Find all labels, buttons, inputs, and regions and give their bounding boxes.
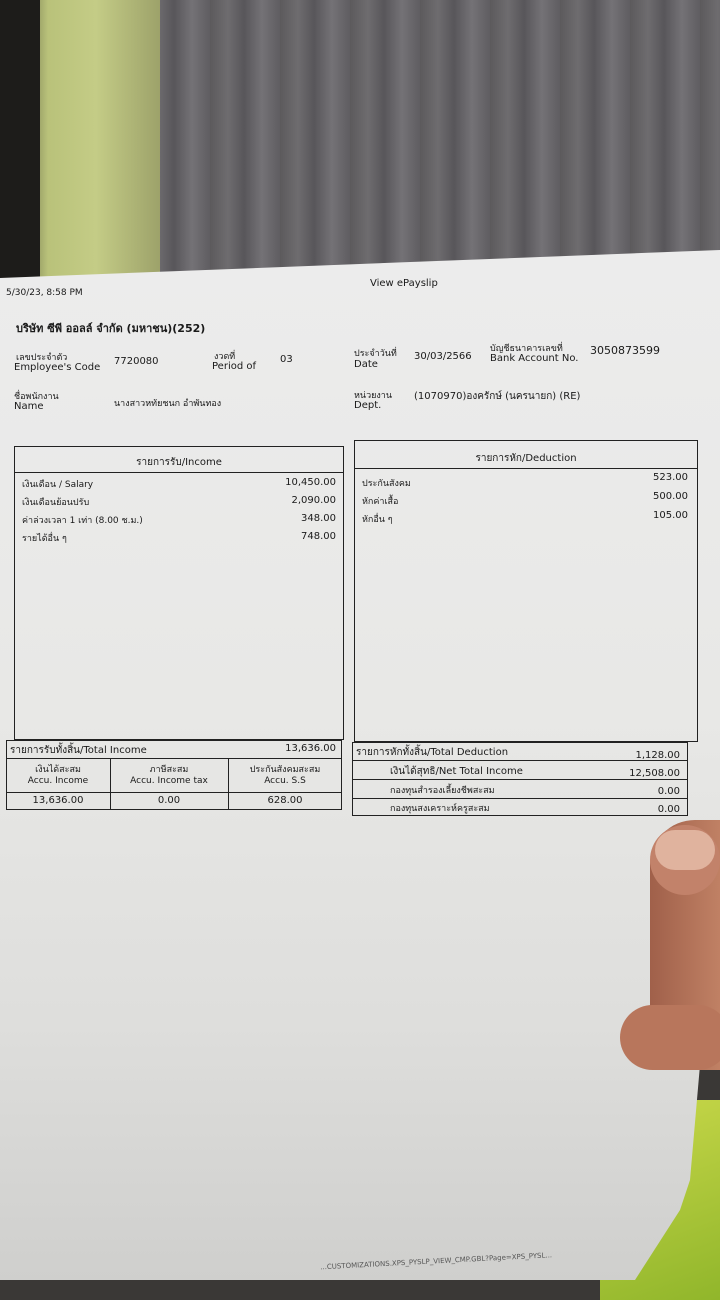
income-item-label: รายได้อื่น ๆ bbox=[22, 534, 67, 544]
income-item-amount: 10,450.00 bbox=[285, 477, 336, 488]
employee-code: 7720080 bbox=[114, 356, 159, 367]
dept-label-en: Dept. bbox=[354, 400, 382, 411]
income-heading: รายการรับ/Income bbox=[136, 457, 222, 468]
income-item-label: เงินเดือนย้อนปรับ bbox=[22, 498, 90, 508]
employee-code-label-th: เลขประจำตัว bbox=[16, 353, 68, 363]
deduction-header-divider bbox=[354, 468, 698, 469]
provident-fund-label: กองทุนสำรองเลี้ยงชีพสะสม bbox=[390, 786, 495, 796]
dept-label-th: หน่วยงาน bbox=[354, 391, 393, 401]
total-income-divider bbox=[6, 758, 342, 759]
accu-ss-label-th: ประกันสังคมสะสม bbox=[249, 765, 321, 775]
income-item-label: ค่าล่วงเวลา 1 เท่า (8.00 ช.ม.) bbox=[22, 516, 143, 526]
net-income-value: 12,508.00 bbox=[629, 768, 680, 779]
period-label-en: Period of bbox=[212, 361, 256, 372]
page-title: View ePayslip bbox=[370, 278, 438, 289]
print-timestamp: 5/30/23, 8:58 PM bbox=[6, 288, 83, 298]
provident-fund-value: 0.00 bbox=[657, 786, 680, 797]
accu-ss-label-en: Accu. S.S bbox=[264, 776, 306, 786]
total-deduction-label: รายการหักทั้งสิ้น/Total Deduction bbox=[356, 747, 509, 758]
accu-tax-label-en: Accu. Income tax bbox=[130, 776, 208, 786]
net-income-label: เงินได้สุทธิ/Net Total Income bbox=[390, 766, 523, 777]
accu-ss-value: 628.00 bbox=[267, 795, 303, 806]
bank-label-th: บัญชีธนาคารเลขที่ bbox=[490, 344, 563, 354]
name-label-th: ชื่อพนักงาน bbox=[14, 392, 59, 402]
welfare-fund-value: 0.00 bbox=[657, 804, 680, 815]
deduction-item-amount: 105.00 bbox=[653, 510, 688, 521]
accu-income-label-en: Accu. Income bbox=[27, 776, 89, 786]
income-header-divider bbox=[14, 472, 344, 473]
accumulated-header-divider bbox=[6, 792, 342, 793]
department: (1070970)องครักษ์ (นครนายก) (RE) bbox=[414, 391, 581, 402]
accu-income-value: 13,636.00 bbox=[32, 795, 84, 806]
deduction-item-label: หักอื่น ๆ bbox=[362, 515, 393, 525]
accu-tax-value: 0.00 bbox=[157, 795, 181, 806]
employee-name: นางสาวหทัยชนก อำพันทอง bbox=[114, 399, 222, 409]
income-item-amount: 348.00 bbox=[301, 513, 336, 524]
employee-code-label-en: Employee's Code bbox=[14, 362, 101, 373]
deduction-item-label: ประกันสังคม bbox=[362, 479, 411, 489]
date-value: 30/03/2566 bbox=[414, 351, 472, 362]
total-income-value: 13,636.00 bbox=[285, 743, 336, 754]
total-deduction-value: 1,128.00 bbox=[635, 750, 680, 761]
accu-income-label-th: เงินได้สะสม bbox=[35, 765, 81, 775]
bank-label-en: Bank Account No. bbox=[490, 353, 579, 364]
date-label-en: Date bbox=[354, 359, 378, 370]
income-item-amount: 2,090.00 bbox=[291, 495, 336, 506]
accu-tax-label-th: ภาษีสะสม bbox=[149, 765, 189, 775]
period-value: 03 bbox=[280, 354, 293, 365]
period-label-th: งวดที่ bbox=[214, 352, 236, 362]
deduction-item-amount: 523.00 bbox=[653, 472, 688, 483]
date-label-th: ประจำวันที่ bbox=[354, 349, 397, 359]
bank-account-number: 3050873599 bbox=[590, 344, 660, 357]
name-label-en: Name bbox=[14, 401, 44, 412]
income-item-label: เงินเดือน / Salary bbox=[22, 480, 94, 490]
summary-divider bbox=[352, 798, 688, 799]
total-income-label: รายการรับทั้งสิ้น/Total Income bbox=[10, 745, 147, 756]
deduction-heading: รายการหัก/Deduction bbox=[475, 453, 577, 464]
summary-divider bbox=[352, 779, 688, 780]
company-name: บริษัท ซีพี ออลล์ จำกัด (มหาชน)(252) bbox=[16, 322, 206, 335]
deduction-item-label: หักค่าเสื้อ bbox=[362, 497, 399, 507]
deduction-item-amount: 500.00 bbox=[653, 491, 688, 502]
footer-url: ...CUSTOMIZATIONS.XPS_PYSLP_VIEW_CMP.GBL?Page=XPS_PYSL... bbox=[320, 1251, 553, 1272]
income-item-amount: 748.00 bbox=[301, 531, 336, 542]
welfare-fund-label: กองทุนสงเคราะห์ครูสะสม bbox=[390, 804, 490, 814]
